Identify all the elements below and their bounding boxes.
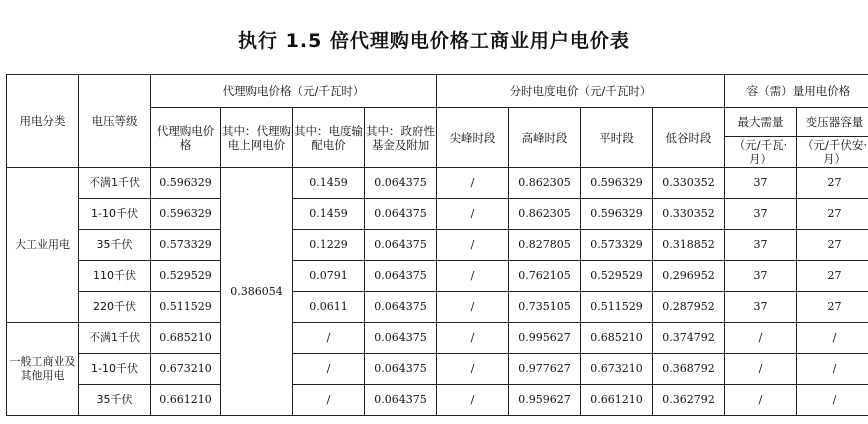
- transmission-cell: /: [293, 323, 365, 354]
- funds-cell: 0.064375: [365, 292, 437, 323]
- funds-cell: 0.064375: [365, 168, 437, 199]
- voltage-cell: 35千伏: [79, 230, 151, 261]
- voltage-cell: 不满1千伏: [79, 323, 151, 354]
- max-demand-cell: /: [725, 385, 797, 416]
- transmission-cell: 0.1229: [293, 230, 365, 261]
- agent-price-cell: 0.596329: [151, 168, 221, 199]
- table-row: [7, 323, 868, 354]
- transformer-cell: 27: [797, 168, 868, 199]
- voltage-cell: 1-10千伏: [79, 354, 151, 385]
- agent-price-cell: 0.573329: [151, 230, 221, 261]
- flat-cell: 0.673210: [581, 354, 653, 385]
- voltage-cell: 35千伏: [79, 385, 151, 416]
- flat-cell: 0.685210: [581, 323, 653, 354]
- table-row: [7, 261, 868, 292]
- voltage-cell: 不满1千伏: [79, 168, 151, 199]
- voltage-cell: 1-10千伏: [79, 199, 151, 230]
- peak-cell: 0.977627: [509, 354, 581, 385]
- transformer-cell: /: [797, 323, 868, 354]
- transmission-cell: 0.0611: [293, 292, 365, 323]
- table-row: [7, 385, 868, 416]
- table-row: [7, 230, 868, 261]
- funds-cell: 0.064375: [365, 230, 437, 261]
- funds-cell: 0.064375: [365, 199, 437, 230]
- agent-price-cell: 0.529529: [151, 261, 221, 292]
- header-sharp: 尖峰时段: [437, 108, 509, 168]
- table-row: [7, 292, 868, 323]
- flat-cell: 0.596329: [581, 199, 653, 230]
- tariff-table: [6, 74, 868, 416]
- transformer-cell: 27: [797, 292, 868, 323]
- header-transmission: 其中：电度输配电价: [293, 108, 365, 168]
- agent-price-cell: 0.596329: [151, 199, 221, 230]
- header-transformer: 变压器容量: [797, 108, 868, 137]
- transformer-cell: /: [797, 354, 868, 385]
- peak-cell: 0.735105: [509, 292, 581, 323]
- table-row: [7, 168, 868, 199]
- peak-cell: 0.762105: [509, 261, 581, 292]
- transformer-cell: 27: [797, 230, 868, 261]
- grid-price-cell: 0.386054: [221, 168, 293, 416]
- valley-cell: 0.368792: [653, 354, 725, 385]
- sharp-cell: /: [437, 168, 509, 199]
- table-row: [7, 354, 868, 385]
- voltage-cell: 220千伏: [79, 292, 151, 323]
- max-demand-cell: 37: [725, 168, 797, 199]
- header-max-demand: 最大需量: [725, 108, 797, 137]
- max-demand-cell: 37: [725, 292, 797, 323]
- transmission-cell: 0.1459: [293, 168, 365, 199]
- table-row: [7, 199, 868, 230]
- sharp-cell: /: [437, 385, 509, 416]
- flat-cell: 0.573329: [581, 230, 653, 261]
- header-agent-group: 代理购电价格（元/千瓦时）: [151, 75, 437, 108]
- transformer-cell: /: [797, 385, 868, 416]
- header-flat: 平时段: [581, 108, 653, 168]
- sharp-cell: /: [437, 323, 509, 354]
- valley-cell: 0.287952: [653, 292, 725, 323]
- transmission-cell: /: [293, 385, 365, 416]
- agent-price-cell: 0.685210: [151, 323, 221, 354]
- sharp-cell: /: [437, 261, 509, 292]
- max-demand-cell: 37: [725, 230, 797, 261]
- flat-cell: 0.661210: [581, 385, 653, 416]
- header-funds: 其中：政府性基金及附加: [365, 108, 437, 168]
- header-tou-group: 分时电度电价（元/千瓦时）: [437, 75, 725, 108]
- valley-cell: 0.362792: [653, 385, 725, 416]
- page-title: 执行 1.5 倍代理购电价格工商业用户电价表: [238, 30, 630, 52]
- flat-cell: 0.529529: [581, 261, 653, 292]
- peak-cell: 0.862305: [509, 168, 581, 199]
- header-peak: 高峰时段: [509, 108, 581, 168]
- peak-cell: 0.959627: [509, 385, 581, 416]
- max-demand-cell: 37: [725, 199, 797, 230]
- valley-cell: 0.330352: [653, 199, 725, 230]
- max-demand-cell: /: [725, 354, 797, 385]
- agent-price-cell: 0.673210: [151, 354, 221, 385]
- peak-cell: 0.995627: [509, 323, 581, 354]
- sharp-cell: /: [437, 354, 509, 385]
- header-grid-price: 其中：代理购电上网电价: [221, 108, 293, 168]
- header-agent-price: 代理购电价格: [151, 108, 221, 168]
- valley-cell: 0.296952: [653, 261, 725, 292]
- agent-price-cell: 0.661210: [151, 385, 221, 416]
- agent-price-cell: 0.511529: [151, 292, 221, 323]
- max-demand-cell: 37: [725, 261, 797, 292]
- funds-cell: 0.064375: [365, 261, 437, 292]
- funds-cell: 0.064375: [365, 385, 437, 416]
- voltage-cell: 110千伏: [79, 261, 151, 292]
- peak-cell: 0.827805: [509, 230, 581, 261]
- valley-cell: 0.330352: [653, 168, 725, 199]
- header-valley: 低谷时段: [653, 108, 725, 168]
- transformer-cell: 27: [797, 199, 868, 230]
- peak-cell: 0.862305: [509, 199, 581, 230]
- header-max-demand-unit: （元/千瓦·月）: [725, 137, 797, 168]
- header-transformer-unit: （元/千伏安·月）: [797, 137, 868, 168]
- transmission-cell: /: [293, 354, 365, 385]
- transformer-cell: 27: [797, 261, 868, 292]
- max-demand-cell: /: [725, 323, 797, 354]
- transmission-cell: 0.1459: [293, 199, 365, 230]
- sharp-cell: /: [437, 230, 509, 261]
- header-voltage: 电压等级: [79, 75, 151, 168]
- sharp-cell: /: [437, 199, 509, 230]
- header-capacity-group: 容（需）量用电价格: [725, 75, 868, 108]
- valley-cell: 0.374792: [653, 323, 725, 354]
- funds-cell: 0.064375: [365, 354, 437, 385]
- header-category: 用电分类: [7, 75, 79, 168]
- flat-cell: 0.511529: [581, 292, 653, 323]
- funds-cell: 0.064375: [365, 323, 437, 354]
- transmission-cell: 0.0791: [293, 261, 365, 292]
- category-cell: 大工业用电: [7, 168, 79, 323]
- flat-cell: 0.596329: [581, 168, 653, 199]
- category-cell: 一般工商业及其他用电: [7, 323, 79, 416]
- valley-cell: 0.318852: [653, 230, 725, 261]
- sharp-cell: /: [437, 292, 509, 323]
